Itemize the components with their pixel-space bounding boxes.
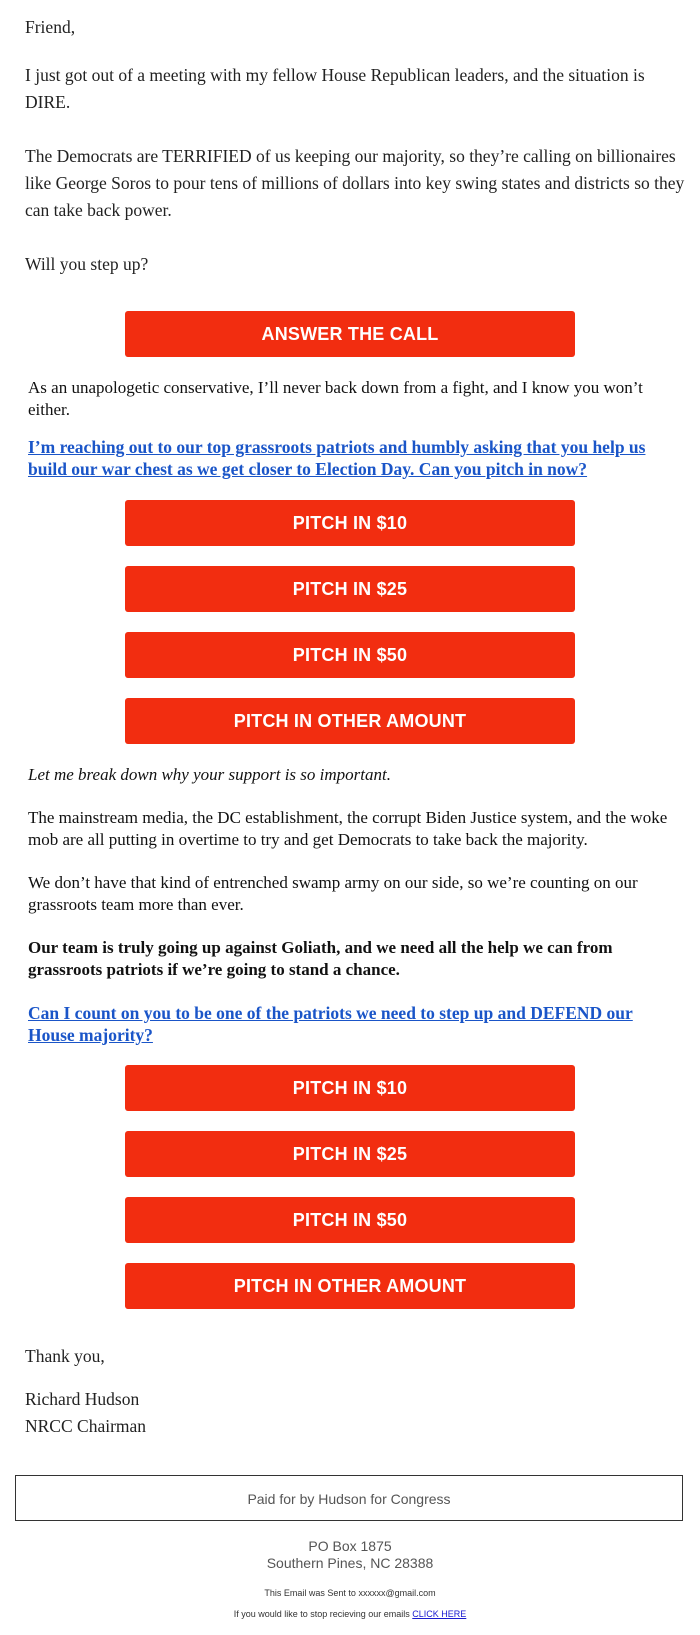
- pitch-in-link-1[interactable]: I’m reaching out to our top grassroots patriots and humbly asking that you help us build our war chest as we get closer to Election Day. Can you pitch in now?: [28, 437, 646, 479]
- paragraph-meeting: I just got out of a meeting with my fellow House Republican leaders, and the situation is DIRE.: [25, 65, 645, 112]
- answer-the-call-button[interactable]: ANSWER THE CALL: [125, 311, 575, 357]
- paragraph-conservative: As an unapologetic conservative, I’ll never back down from a fight, and I know you won’t either.: [28, 378, 643, 419]
- pitch-in-50-button[interactable]: PITCH IN $50: [125, 1197, 575, 1243]
- unsubscribe-row: [0, 1609, 700, 1619]
- paragraph-media: The mainstream media, the DC establishment, the corrupt Biden Justice system, and the woke mob are all putting in overtime to try and get Democrats to take back the majority.: [28, 808, 668, 849]
- paragraph-democrats: The Democrats are TERRIFIED of us keeping our majority, so they’re calling on billionaires like George Soros to pour tens of millions of dollars into key swing states and districts so they can take back power.: [25, 146, 685, 220]
- signoff-thanks: Thank you,: [25, 1346, 105, 1366]
- signoff-title: NRCC Chairman: [25, 1416, 147, 1436]
- pitch-in-25-button[interactable]: PITCH IN $25: [125, 566, 575, 612]
- paragraph-step-up: Will you step up?: [25, 254, 149, 274]
- address-line-1: PO Box 1875: [308, 1538, 392, 1554]
- address-line-2: Southern Pines, NC 28388: [266, 1555, 434, 1571]
- paid-for-disclaimer: Paid for by Hudson for Congress: [15, 1475, 683, 1521]
- pitch-in-link-2[interactable]: Can I count on you to be one of the patriots we need to step up and DEFEND our House majority?: [28, 1003, 633, 1045]
- unsubscribe-text: If you would like to stop recieving our emails: [233, 1609, 410, 1619]
- pitch-in-50-button[interactable]: PITCH IN $50: [125, 632, 575, 678]
- pitch-in-other-amount-button[interactable]: PITCH IN OTHER AMOUNT: [125, 1263, 575, 1309]
- signoff-name: Richard Hudson: [25, 1389, 140, 1409]
- paragraph-break-down: Let me break down why your support is so important.: [28, 765, 391, 784]
- pitch-in-10-button[interactable]: PITCH IN $10: [125, 500, 575, 546]
- pitch-in-10-button[interactable]: PITCH IN $10: [125, 1065, 575, 1111]
- unsubscribe-link[interactable]: CLICK HERE: [412, 1609, 467, 1619]
- paragraph-swamp-army: We don’t have that kind of entrenched swamp army on our side, so we’re counting on our grassroots team more than ever.: [28, 873, 638, 914]
- sent-to-notice: This Email was Sent to xxxxxx@gmail.com: [264, 1588, 436, 1598]
- pitch-in-25-button[interactable]: PITCH IN $25: [125, 1131, 575, 1177]
- greeting: Friend,: [25, 17, 76, 37]
- paragraph-goliath: Our team is truly going up against Goliath, and we need all the help we can from grassroots patriots if we’re going to stand a chance.: [28, 938, 613, 979]
- pitch-in-other-amount-button[interactable]: PITCH IN OTHER AMOUNT: [125, 698, 575, 744]
